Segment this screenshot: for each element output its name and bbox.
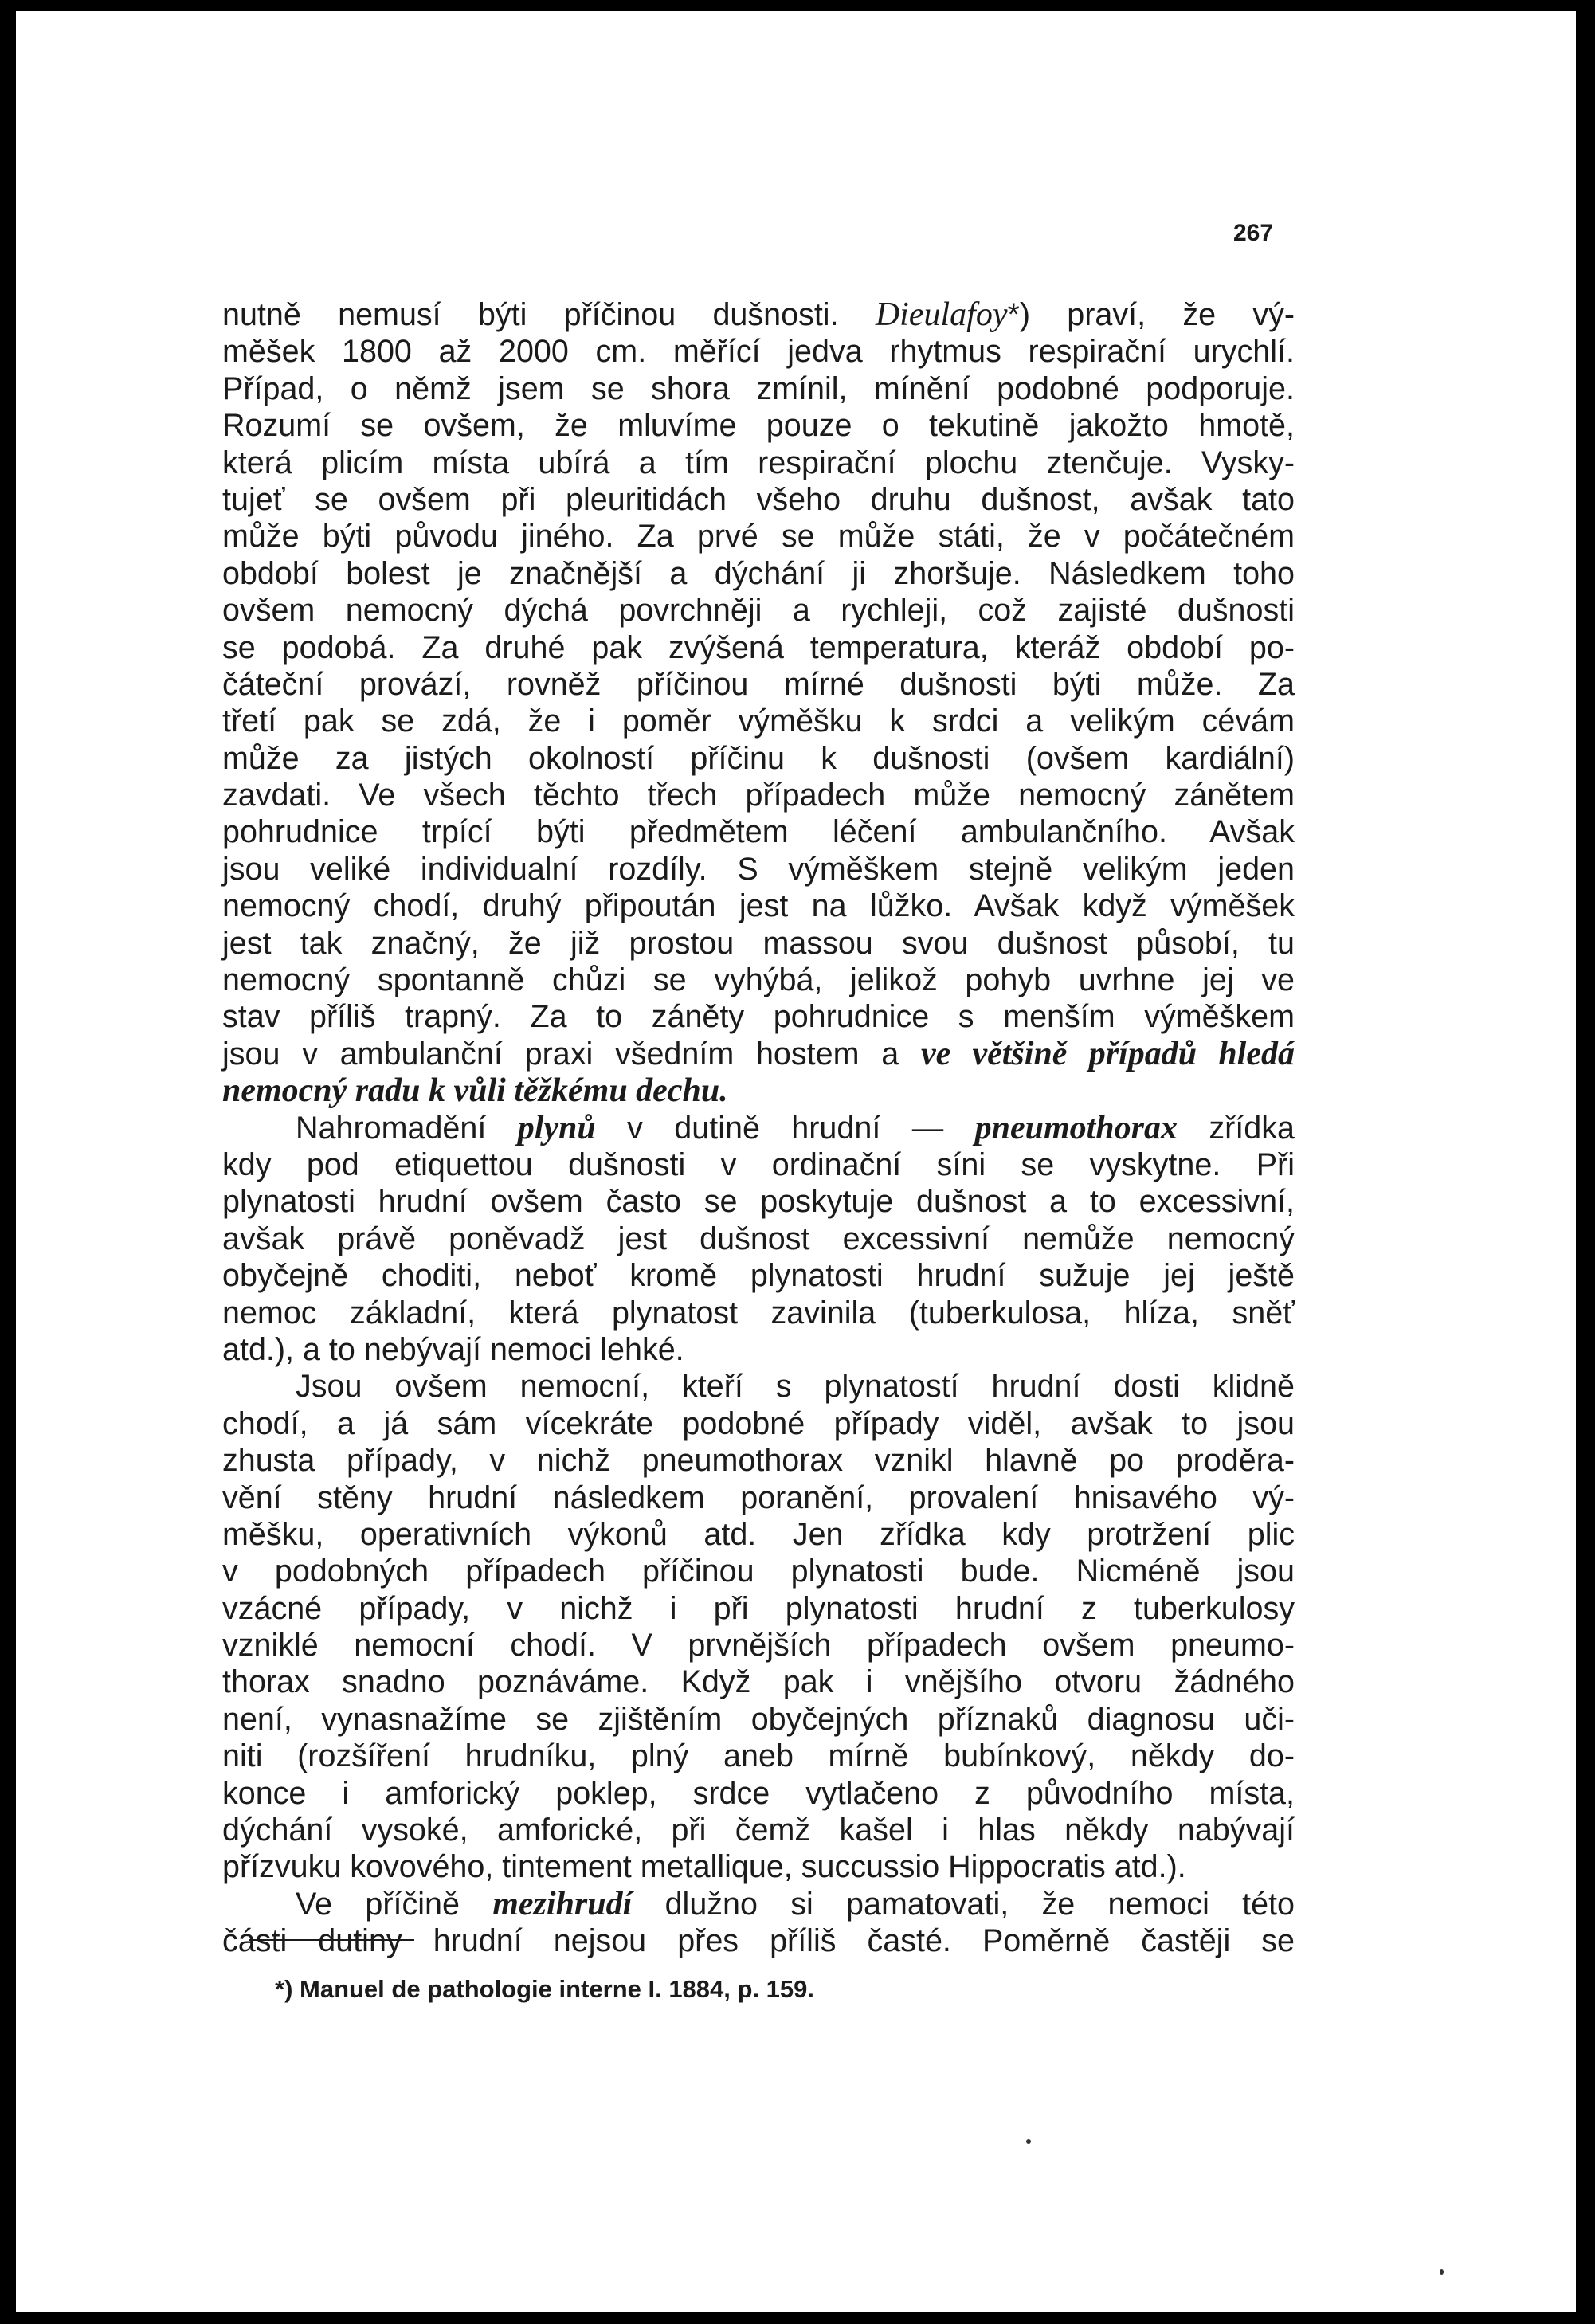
footnote: *) Manuel de pathologie interne I. 1884, p. 159. [275,1975,815,2003]
text-line [222,1072,1295,1109]
text-line: měšek 1800 až 2000 cm. měřící jedva rhytmus respirační urychlí. [222,334,1295,370]
text-line: může za jistých okolností příčinu k dušnosti (ovšem kardiální) [222,740,1295,776]
text-line: může býti původu jiného. Za prvé se může státi, že v počátečném [222,519,1295,555]
text-line: která plicím místa ubírá a tím respirační plochu ztenčuje. Vysky- [222,445,1295,480]
text-line: nemoc základní, která plynatost zavinila (tuberkulosa, hlíza, sněť [222,1295,1295,1331]
text-line: přízvuku kovového, tintement metallique, succussio Hippocratis atd.). [222,1849,1186,1885]
emphasis-pneumothorax: pneumothorax [974,1109,1178,1146]
text-line: zhusta případy, v nichž pneumothorax vznikl hlavně po proděra- [222,1443,1295,1479]
text-line: jsou v ambulanční praxi všedním hostem a ve většině případů hledá [222,1035,1295,1072]
emphasis-mediastinum: mezihrudí [492,1885,633,1922]
emphasis-conclusion: ve většině případů hledá [920,1035,1295,1072]
scan-speck [1026,2139,1031,2144]
text-line: se podobá. Za druhé pak zvýšená temperatura, kteráž období po- [222,629,1295,665]
text-line: části dutiny hrudní nejsou přes příliš časté. Poměrně častěji se [222,1923,1295,1959]
emphasis-conclusion: nemocný radu k vůli těžkému dechu. [222,1072,728,1110]
text-line: pohrudnice trpící býti předmětem léčení ambulančního. Avšak [222,814,1295,850]
text-line: Nahromadění plynů v dutině hrudní — pneumothorax zřídka [296,1109,1295,1146]
text-line: dýchání vysoké, amforické, při čemž kašel i hlas někdy nabývají [222,1813,1295,1848]
text-line: chodí, a já sám vícekráte podobné případy viděl, avšak to jsou [222,1405,1295,1441]
text-line: Jsou ovšem nemocní, kteří s plynatostí hrudní dosti klidně [296,1369,1295,1405]
text-line: niti (rozšíření hrudníku, plný aneb mírně bubínkový, někdy do- [222,1738,1295,1774]
text-line: plynatosti hrudní ovšem často se poskytuje dušnost a to excessivní, [222,1184,1295,1220]
text-line: stav příliš trapný. Za to záněty pohrudnice s menším výměškem [222,999,1295,1035]
text-line: avšak právě poněvadž jest dušnost excessivní nemůže nemocný [222,1221,1295,1256]
text-line: není, vynasnažíme se zjištěním obyčejných příznaků diagnosu uči- [222,1701,1295,1737]
page-number: 267 [1233,220,1274,246]
text-line: Případ, o němž jsem se shora zmínil, mínění podobné podporuje. [222,370,1295,406]
text-line: thorax snadno poznáváme. Když pak i vnějšího otvoru žádného [222,1664,1295,1700]
text-line: Rozumí se ovšem, že mluvíme pouze o tekutině jakožto hmotě, [222,408,1295,444]
text-line: období bolest je značnější a dýchání ji zhoršuje. Následkem toho [222,555,1295,591]
emphasis-gases: plynů [517,1109,596,1146]
text-line: vění stěny hrudní následkem poranění, provalení hnisavého vý- [222,1479,1295,1515]
text-line: nemocný chodí, druhý připoután jest na lůžko. Avšak když výměšek [222,888,1295,924]
text-line: v podobných případech příčinou plynatosti bude. Nicméně jsou [222,1554,1295,1589]
text-line: vzniklé nemocní chodí. V prvnějších případech ovšem pneumo- [222,1628,1295,1664]
text-line: zavdati. Ve všech těchto třech případech může nemocný zánětem [222,778,1295,813]
book-page [16,11,1576,2312]
footnote-marker: *) [1007,297,1030,332]
text-line: atd.), a to nebývají nemoci lehké. [222,1331,684,1367]
text-line: obyčejně choditi, neboť kromě plynatosti hrudní sužuje jej ještě [222,1258,1295,1294]
text-line: vzácné případy, v nichž i při plynatosti hrudní z tuberkulosy [222,1590,1295,1626]
text-line: jest tak značný, že již prostou massou svou dušnost působí, tu [222,925,1295,961]
footnote-divider [249,1939,414,1941]
text-line: konce i amforický poklep, srdce vytlačeno z původního místa, [222,1775,1295,1811]
text-line: Ve příčině mezihrudí dlužno si pamatovati, že nemoci této [296,1885,1295,1922]
text-line: měšku, operativních výkonů atd. Jen zřídka kdy protržení plic [222,1516,1295,1552]
scan-speck [1440,2269,1444,2275]
text-line: nutně nemusí býti příčinou dušnosti. Dieulafoy*) praví, že vý- [222,296,1295,333]
text-line: ovšem nemocný dýchá povrchněji a rychleji, což zajisté dušnosti [222,593,1295,629]
text-line: třetí pak se zdá, že i poměr výměšku k srdci a velikým cévám [222,703,1295,739]
body-text [222,296,1295,1960]
text-line: čáteční provází, rovněž příčinou mírné dušnosti býti může. Za [222,666,1295,702]
text-line: nemocný spontanně chůzi se vyhýbá, jelikož pohyb uvrhne jej ve [222,962,1295,998]
text-line: jsou veliké individualní rozdíly. S výměškem stejně velikým jeden [222,851,1295,887]
text-line: tujeť se ovšem při pleuritidách všeho druhu dušnost, avšak tato [222,481,1295,517]
text-line: kdy pod etiquettou dušnosti v ordinační síni se vyskytne. Při [222,1146,1295,1182]
author-name: Dieulafoy [875,296,1008,333]
